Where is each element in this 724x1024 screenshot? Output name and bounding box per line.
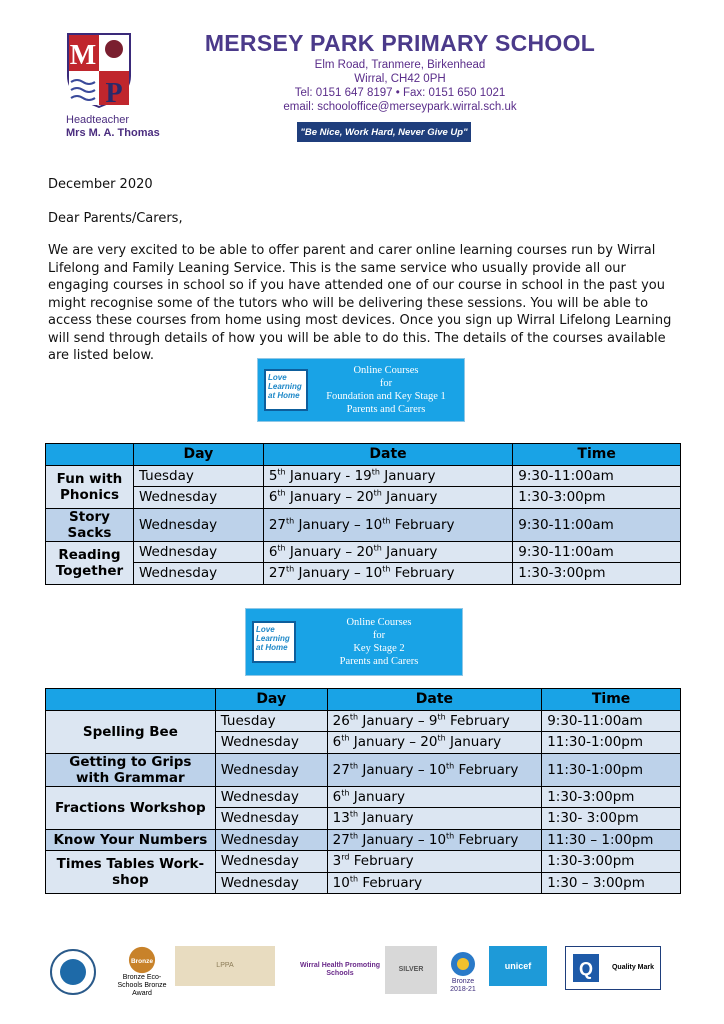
course-day: Tuesday [133, 465, 263, 487]
header-course [46, 689, 216, 711]
course-day: Wednesday [215, 732, 327, 754]
course-date: 27th January – 10th February [327, 753, 542, 786]
accreditation-footer [45, 946, 675, 998]
course-date: 3rd February [327, 851, 542, 873]
table-row [46, 710, 681, 732]
course-date: 6th January – 20th January [327, 732, 542, 754]
phone-line: Tel: 0151 647 8197 • Fax: 0151 650 1021 [294, 87, 506, 99]
course-time: 11:30-1:00pm [542, 753, 681, 786]
svg-text:P: P [105, 78, 123, 108]
address-line-2: Wirral, CH42 0PH [354, 73, 446, 85]
course-name: Fun with Phonics [46, 465, 134, 508]
school-motto: "Be Nice, Work Hard, Never Give Up" [297, 122, 471, 142]
table-row [46, 563, 681, 585]
course-name: Know Your Numbers [46, 829, 216, 851]
headteacher-name: Mrs M. A. Thomas [66, 127, 160, 139]
table-row [46, 829, 681, 851]
course-date: 6th January – 20th January [263, 487, 512, 509]
letter-paragraph: We are very excited to be able to offer parent and carer online learning courses run by Wirral Lifelong and Family Leaning Service. This is the same service who usually provide all our engaging courses in school so if you have attended one of our course in school in the past you might recognise some of the tutors who will be delivering these sessions. You will be able to access these courses from home using most devices. Once you sign up Wirral Lifelong Learning will send through details of how you will be able to do this. The details of the courses available are listed below. [48, 243, 672, 363]
course-day: Wednesday [215, 753, 327, 786]
course-date: 6th January [327, 786, 542, 808]
course-time: 11:30 – 1:00pm [542, 829, 681, 851]
course-day: Wednesday [215, 829, 327, 851]
header-day: Day [215, 689, 327, 711]
award-badge-icon [45, 946, 100, 998]
course-day: Tuesday [215, 710, 327, 732]
course-day: Wednesday [133, 508, 263, 541]
course-time: 1:30-3:00pm [542, 786, 681, 808]
courses-banner-ks2 [245, 608, 463, 676]
course-date: 27th January – 10th February [327, 829, 542, 851]
course-name: Times Tables Work-shop [46, 851, 216, 894]
banner-line: Parents and Carers [346, 404, 426, 415]
headteacher-block [66, 114, 160, 140]
course-name: Story Sacks [46, 508, 134, 541]
love-learning-logo-icon: Love Learning at Home [252, 621, 296, 663]
letter-salutation: Dear Parents/Carers, [48, 211, 183, 226]
course-time: 9:30-11:00am [513, 541, 681, 563]
header-day: Day [133, 444, 263, 466]
course-day: Wednesday [133, 563, 263, 585]
banner-line: Parents and Carers [339, 656, 419, 667]
course-time: 1:30-3:00pm [513, 563, 681, 585]
silver-award-badge-icon: SILVER [385, 946, 437, 994]
svg-text:Q: Q [578, 959, 594, 979]
course-name: Fractions Workshop [46, 786, 216, 829]
letter-date: December 2020 [48, 177, 153, 192]
table-row [46, 465, 681, 487]
header-time: Time [542, 689, 681, 711]
header-date: Date [263, 444, 512, 466]
course-time: 1:30- 3:00pm [542, 808, 681, 830]
banner-line: for [379, 378, 393, 389]
unicef-badge-icon: unicef [489, 946, 547, 986]
table-header-row [46, 444, 681, 466]
course-time: 1:30 – 3:00pm [542, 872, 681, 894]
email-line: email: schooloffice@merseypark.wirral.sch.uk [283, 101, 517, 113]
course-date: 5th January - 19th January [263, 465, 512, 487]
school-contact [160, 58, 640, 114]
bronze-badge-icon: Bronze 2018-21 [443, 946, 483, 998]
banner-line: Online Courses [353, 365, 419, 376]
table-row [46, 541, 681, 563]
table-row [46, 508, 681, 541]
course-name: Getting to Grips with Grammar [46, 753, 216, 786]
school-name: MERSEY PARK PRIMARY SCHOOL [204, 30, 596, 56]
course-time: 1:30-3:00pm [513, 487, 681, 509]
love-learning-logo-icon: Love Learning at Home [264, 369, 308, 411]
course-day: Wednesday [215, 808, 327, 830]
course-time: 9:30-11:00am [513, 508, 681, 541]
course-date: 10th February [327, 872, 542, 894]
course-date: 26th January – 9th February [327, 710, 542, 732]
course-date: 27th January – 10th February [263, 563, 512, 585]
svg-text:M: M [69, 40, 97, 71]
course-time: 11:30-1:00pm [542, 732, 681, 754]
table-row [46, 753, 681, 786]
table-row [46, 786, 681, 808]
quality-mark-badge-icon: Q Quality Mark [565, 946, 661, 990]
table-header-row [46, 689, 681, 711]
eco-schools-badge-icon: Bronze Bronze Eco-Schools Bronze Award [113, 946, 171, 998]
courses-table-ks2 [45, 688, 681, 894]
table-row [46, 487, 681, 509]
banner-text [296, 616, 462, 668]
headteacher-label: Headteacher [66, 114, 129, 126]
lppa-badge-icon: LPPA [175, 946, 275, 986]
svg-text:Bronze: Bronze [130, 957, 154, 965]
course-date: 6th January – 20th January [263, 541, 512, 563]
course-time: 9:30-11:00am [542, 710, 681, 732]
courses-table-ks1 [45, 443, 681, 585]
banner-line: for [372, 630, 386, 641]
course-time: 9:30-11:00am [513, 465, 681, 487]
course-date: 27th January – 10th February [263, 508, 512, 541]
banner-line: Key Stage 2 [353, 643, 405, 654]
course-day: Wednesday [133, 487, 263, 509]
header-date: Date [327, 689, 542, 711]
school-crest-logo [66, 32, 132, 108]
course-day: Wednesday [215, 851, 327, 873]
header-time: Time [513, 444, 681, 466]
header-course [46, 444, 134, 466]
banner-text [308, 364, 464, 416]
course-day: Wednesday [215, 872, 327, 894]
course-name: Reading Together [46, 541, 134, 584]
healthy-schools-badge-icon: Wirral Health Promoting Schools [299, 962, 381, 977]
course-day: Wednesday [133, 541, 263, 563]
banner-line: Foundation and Key Stage 1 [326, 391, 446, 402]
course-time: 1:30-3:00pm [542, 851, 681, 873]
course-date: 13th January [327, 808, 542, 830]
table-row [46, 851, 681, 873]
banner-line: Online Courses [346, 617, 412, 628]
course-name: Spelling Bee [46, 710, 216, 753]
address-line-1: Elm Road, Tranmere, Birkenhead [314, 59, 486, 71]
courses-banner-ks1 [257, 358, 465, 422]
course-day: Wednesday [215, 786, 327, 808]
